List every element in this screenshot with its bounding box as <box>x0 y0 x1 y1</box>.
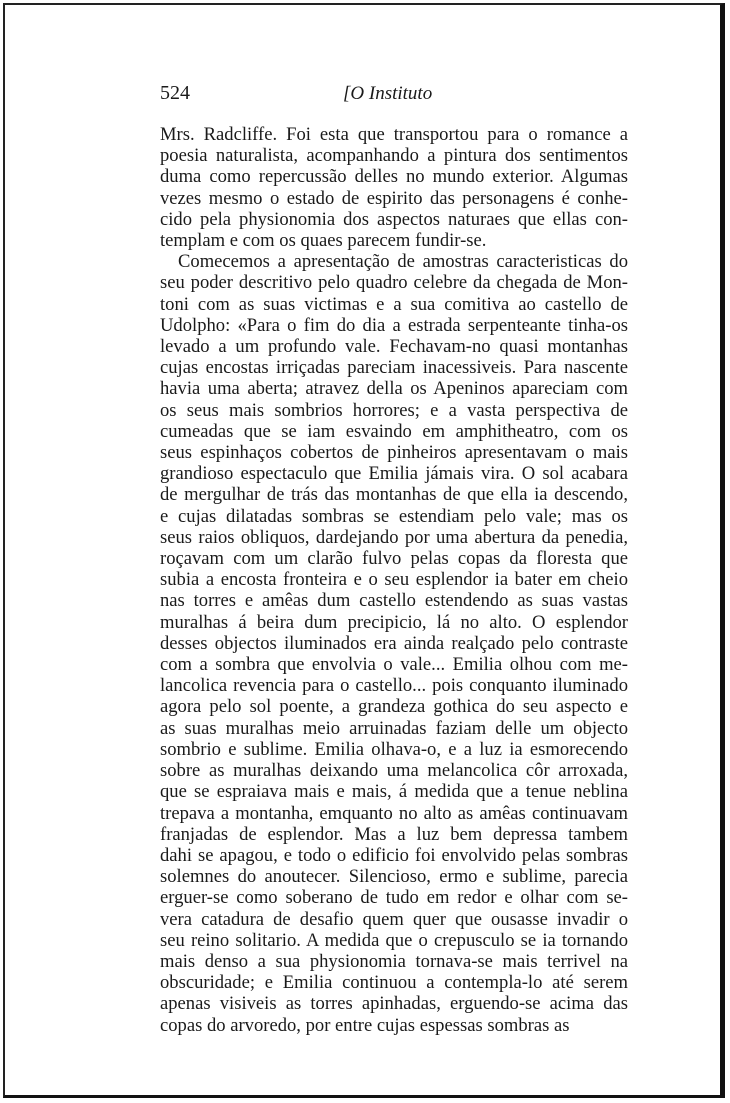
text-line: subia a encosta fronteira e o seu esplendor ia bater em cheio <box>160 569 628 591</box>
text-line: muralhas á beira dum precipicio, lá no alto. O esplendor <box>160 611 628 633</box>
text-line: grandioso espectaculo que Emilia jámais vira. O sol acabara <box>160 463 628 485</box>
text-line: franjadas de esplendor. Mas a luz bem depressa tambem <box>160 823 628 845</box>
text-line: seus raios obliquos, dardejando por uma abertura da penedia, <box>160 526 628 548</box>
text-line: seu reino solitario. A medida que o crepusculo se ia tornando <box>160 929 628 951</box>
text-line: havia uma aberta; atravez della os Apeninos apareciam com <box>160 378 628 400</box>
text-line: apenas visiveis as torres apinhadas, erguendo-se acima das <box>160 993 628 1015</box>
text-line: roçavam com um clarão fulvo pelas copas da floresta que <box>160 548 628 570</box>
text-line: seu poder descritivo pelo quadro celebre da chegada de Mon- <box>160 272 628 294</box>
text-line: cujas encostas irriçadas pareciam inacessiveis. Para nascente <box>160 357 628 379</box>
text-line: duma como repercussão delles no mundo exterior. Algumas <box>160 166 628 188</box>
paragraph-1 <box>160 124 628 251</box>
text-line: templam e com os quaes parecem fundir-se. <box>160 230 487 252</box>
text-line: nas torres e amêas dum castello estendendo as suas vastas <box>160 590 628 612</box>
text-line: obscuridade; e Emilia continuou a contempla-lo até serem <box>160 972 628 994</box>
text-line: cumeadas que se iam esvaindo em amphitheatro, com os <box>160 420 628 442</box>
text-line: desses objectos iluminados era ainda realçado pelo contraste <box>160 632 628 654</box>
text-line: agora pelo sol poente, a grandeza gothica do seu aspecto e <box>160 696 628 718</box>
text-line: que se espraiava mais e mais, á medida que a tenue neblina <box>160 781 628 803</box>
page-number: 524 <box>160 82 190 104</box>
text-line: as suas muralhas meio arruinadas faziam delle um objecto <box>160 717 628 739</box>
text-line: dahi se apagou, e todo o edificio foi envolvido pelas sombras <box>160 844 628 866</box>
text-line: lancolica revencia para o castello... pois conquanto iluminado <box>160 675 628 697</box>
text-line: seus espinhaços cobertos de pinheiros apresentavam o mais <box>160 442 628 464</box>
text-line: cido pela physionomia dos aspectos naturaes que ellas con- <box>160 208 628 230</box>
paragraph-2 <box>160 251 628 1036</box>
text-line: copas do arvoredo, por entre cujas espessas sombras as <box>160 1014 570 1036</box>
text-line: toni com as suas victimas e a sua comitiva ao castello de <box>160 293 628 315</box>
text-line: trepava a montanha, emquanto no alto as amêas continuavam <box>160 802 628 824</box>
text-line: mais denso a sua physionomia tornava-se mais terrivel na <box>160 950 628 972</box>
running-title: [O Instituto <box>343 83 433 104</box>
text-line: e cujas dilatadas sombras se estendiam pelo vale; mas os <box>160 505 628 527</box>
text-line: de mergulhar de trás das montanhas de que ella ia descendo, <box>160 484 628 506</box>
text-line: vera catadura de desafio quem quer que ousasse invadir o <box>160 908 628 930</box>
text-line: solemnes do anoutecer. Silencioso, ermo e sublime, parecia <box>160 866 628 888</box>
text-line: vezes mesmo o estado de espirito das personagens é conhe- <box>160 187 628 209</box>
text-line: Udolpho: «Para o fim do dia a estrada serpenteante tinha-os <box>160 314 628 336</box>
text-line: sobre as muralhas deixando uma melancolica côr arroxada, <box>160 760 628 782</box>
text-line: poesia naturalista, acompanhando a pintura dos sentimentos <box>160 145 628 167</box>
text-line: sombrio e sublime. Emilia olhava-o, e a luz ia esmorecendo <box>160 738 628 760</box>
text-line: os seus mais sombrios horrores; e a vasta perspectiva de <box>160 399 628 421</box>
page-header <box>160 82 628 108</box>
text-line: levado a um profundo vale. Fechavam-no quasi montanhas <box>160 336 628 358</box>
text-line: erguer-se como soberano de tudo em redor e olhar com se- <box>160 887 628 909</box>
text-line: Mrs. Radcliffe. Foi esta que transportou para o romance a <box>160 124 628 145</box>
body-text <box>160 124 628 1036</box>
text-line: Comecemos a apresentação de amostras caracteristicas do <box>178 251 628 273</box>
text-line: com a sombra que envolvia o vale... Emilia olhou com me- <box>160 654 628 676</box>
